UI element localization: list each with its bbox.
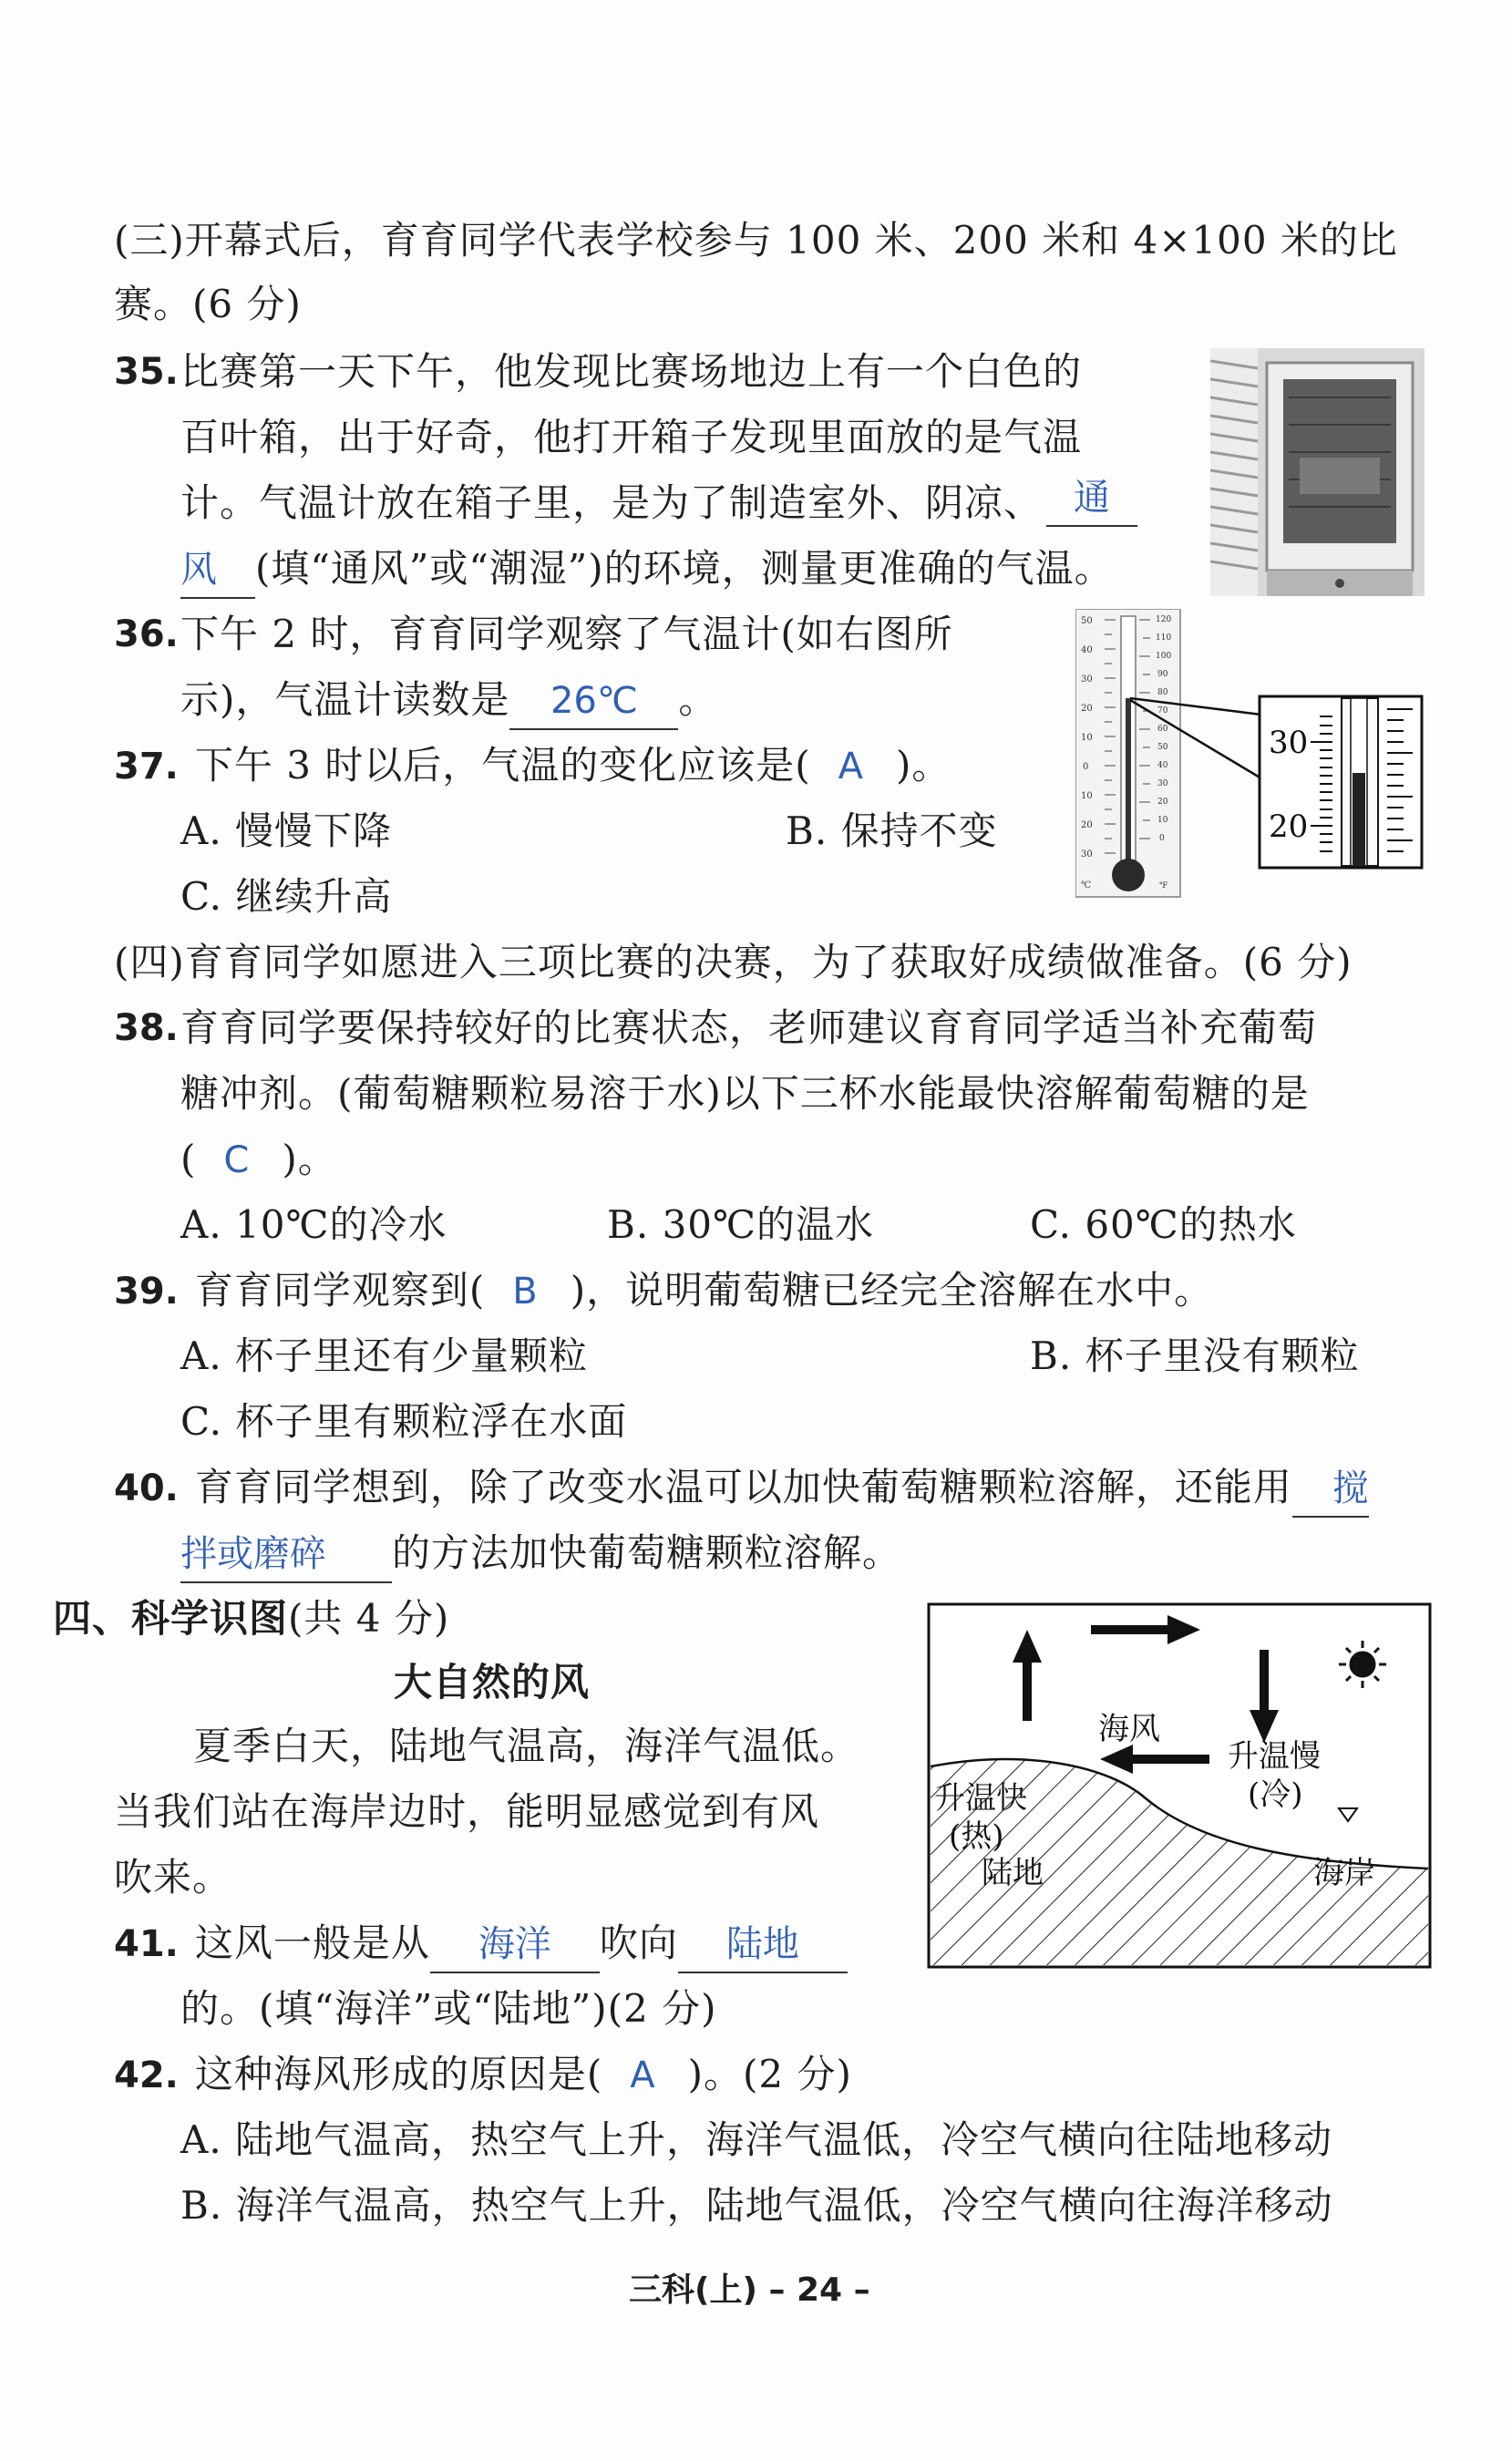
question-39-option-c: C. 杯子里有颗粒浮在水面	[180, 1399, 628, 1444]
svg-text:50: 50	[1081, 616, 1093, 626]
svg-text:10: 10	[1081, 791, 1093, 801]
section-4-intro: (四)育育同学如愿进入三项比赛的决赛，为了获取好成绩做准备。(6 分)	[114, 940, 1353, 984]
question-35-number: 35.	[114, 351, 179, 393]
passage-title: 大自然的风	[394, 1660, 591, 1704]
svg-text:10: 10	[1157, 816, 1168, 825]
question-37-number: 37.	[114, 746, 179, 788]
question-36-answer: 26℃	[550, 680, 638, 722]
thermometer-in-box	[1300, 458, 1380, 494]
question-37-stem	[114, 740, 951, 792]
part-4-heading-bold: 四、科学识图	[53, 1596, 289, 1641]
question-39-option-a: A. 杯子里还有少量颗粒	[180, 1333, 589, 1378]
question-41-answer-1: 海洋	[478, 1923, 551, 1965]
question-38-answer: C	[223, 1139, 250, 1181]
question-39-answer: B	[512, 1271, 538, 1313]
svg-text:110: 110	[1156, 633, 1172, 643]
svg-text:30: 30	[1081, 850, 1093, 860]
land-label: 陆地	[982, 1855, 1044, 1891]
question-42-option-b: B. 海洋气温高，热空气上升，陆地气温低，冷空气横向往海洋移动	[180, 2183, 1333, 2228]
question-40-answer-part1: 搅	[1332, 1467, 1369, 1509]
svg-text:120: 120	[1156, 615, 1172, 624]
svg-text:℉: ℉	[1159, 881, 1168, 891]
svg-text:0: 0	[1159, 834, 1165, 843]
question-35-line4	[180, 543, 1114, 599]
question-38-option-a: A. 10℃的冷水	[180, 1202, 447, 1247]
question-36-line2-a: 示)，气温计读数是	[180, 677, 510, 722]
zoom-label-30: 30	[1269, 725, 1309, 761]
warm-slow-label: 升温慢	[1228, 1738, 1321, 1775]
hot-label: (热)	[949, 1818, 1004, 1855]
question-42-option-a: A. 陆地气温高，热空气上升，海洋气温低，冷空气横向往陆地移动	[180, 2117, 1333, 2162]
zoom-liquid-column	[1353, 773, 1365, 866]
svg-text:30: 30	[1081, 674, 1093, 685]
section-3-intro-line1: (三)开幕式后，育育同学代表学校参与 100 米、200 米和 4×100 米的比	[114, 218, 1398, 263]
coast-label: 海岸	[1313, 1855, 1375, 1891]
svg-text:70: 70	[1157, 706, 1168, 716]
question-38-paren-open: (	[180, 1137, 197, 1181]
question-42-stem	[114, 2049, 852, 2101]
question-42-stem-a: 这种海风形成的原因是(	[194, 2052, 603, 2096]
cold-label: (冷)	[1248, 1776, 1303, 1813]
page-footer: 三科(上) – 24 –	[629, 2271, 870, 2309]
question-35-blank-part1	[1046, 478, 1137, 527]
svg-text:℃: ℃	[1081, 880, 1092, 891]
question-42-number: 42.	[114, 2054, 179, 2096]
question-38-option-b: B. 30℃的温水	[607, 1202, 874, 1247]
sea-breeze-label: 海风	[1098, 1711, 1160, 1747]
svg-text:90: 90	[1157, 670, 1168, 679]
question-39-option-b: B. 杯子里没有颗粒	[1030, 1333, 1360, 1378]
louvered-box-photo	[1210, 348, 1425, 596]
question-37-option-a: A. 慢慢下降	[180, 808, 393, 853]
question-40-line2-rest: 的方法加快葡萄糖颗粒溶解。	[392, 1530, 902, 1575]
question-37-stem-a: 下午 3 时以后，气温的变化应该是(	[194, 743, 811, 788]
question-38-option-c: C. 60℃的热水	[1030, 1202, 1297, 1247]
zoom-label-20: 20	[1269, 808, 1309, 845]
svg-text:40: 40	[1081, 645, 1093, 655]
question-41-stem-a: 这风一般是从	[194, 1920, 430, 1965]
question-36-number: 36.	[114, 613, 179, 655]
warm-fast-label: 升温快	[934, 1780, 1027, 1817]
question-38-line2: 糖冲剂。(葡萄糖颗粒易溶于水)以下三杯水能最快溶解葡萄糖的是	[180, 1071, 1310, 1116]
question-38-line1: 育育同学要保持较好的比赛状态，老师建议育育同学适当补充葡萄	[180, 1005, 1318, 1050]
question-40-line1	[114, 1462, 1369, 1518]
svg-text:20: 20	[1081, 704, 1093, 714]
question-35-line3: 计。气温计放在箱子里，是为了制造室外、阴凉、	[180, 480, 1044, 525]
svg-text:30: 30	[1157, 779, 1168, 788]
question-35-line2: 百叶箱，出于好奇，他打开箱子发现里面放的是气温	[180, 415, 1083, 459]
question-37-option-b: B. 保持不变	[786, 808, 998, 853]
question-41-line2: 的。(填“海洋”或“陆地”)(2 分)	[180, 1986, 717, 2031]
thermometer-bulb	[1112, 859, 1145, 891]
question-35-answer-part1: 通	[1074, 477, 1110, 519]
passage-line2: 当我们站在海岸边时，能明显感觉到有风	[114, 1789, 820, 1834]
part-4-heading-rest: (共 4 分)	[288, 1596, 450, 1641]
svg-text:40: 40	[1157, 761, 1168, 770]
sea-breeze-diagram	[927, 1602, 1432, 1969]
question-39-stem	[114, 1265, 1213, 1317]
svg-text:50: 50	[1157, 743, 1168, 752]
svg-text:100: 100	[1156, 652, 1172, 661]
question-38-paren-close: )。	[282, 1137, 337, 1181]
question-36-line1: 下午 2 时，育育同学观察了气温计(如右图所	[180, 612, 953, 656]
question-40-line2	[180, 1528, 901, 1583]
question-35-line4-rest: (填“通风”或“潮湿”)的环境，测量更准确的气温。	[255, 546, 1114, 591]
section-3-intro-line2: 赛。(6 分)	[114, 282, 302, 326]
question-41-stem-b: 吹向	[599, 1920, 678, 1965]
svg-text:60: 60	[1157, 725, 1168, 734]
question-39-stem-b: )，说明葡萄糖已经完全溶解在水中。	[570, 1268, 1214, 1313]
question-39-number: 39.	[114, 1271, 179, 1313]
question-37-answer: A	[838, 746, 864, 788]
question-35-answer-part2: 风	[180, 549, 217, 591]
passage-line1: 夏季白天，陆地气温高，海洋气温低。	[193, 1724, 860, 1768]
svg-text:0: 0	[1083, 762, 1089, 772]
question-36-line2	[180, 674, 717, 730]
question-41-answer-2: 陆地	[725, 1923, 799, 1965]
passage-line3: 吹来。	[114, 1855, 232, 1900]
question-42-stem-b: )。(2 分)	[687, 2052, 852, 2096]
svg-text:80: 80	[1157, 688, 1168, 697]
question-38-number: 38.	[114, 1007, 179, 1049]
question-37-option-c: C. 继续升高	[180, 874, 393, 919]
question-42-answer: A	[630, 2054, 655, 2096]
svg-text:20: 20	[1081, 820, 1093, 830]
svg-text:10: 10	[1081, 733, 1093, 743]
question-41-number: 41.	[114, 1923, 179, 1965]
part-4-heading	[53, 1593, 449, 1644]
question-36-line2-b: 。	[678, 677, 718, 722]
question-41-line1	[114, 1918, 848, 1973]
question-37-stem-b: )。	[896, 743, 951, 788]
question-35-line1: 比赛第一天下午，他发现比赛场地边上有一个白色的	[180, 349, 1083, 394]
question-40-answer-part2: 拌或磨碎	[180, 1533, 326, 1575]
thermometer-figure	[1075, 609, 1426, 899]
thermometer-liquid	[1126, 698, 1131, 862]
question-39-stem-a: 育育同学观察到(	[194, 1268, 486, 1313]
question-40-line1-text: 育育同学想到，除了改变水温可以加快葡萄糖颗粒溶解，还能用	[194, 1465, 1292, 1509]
svg-text:20: 20	[1157, 798, 1168, 807]
question-40-number: 40.	[114, 1467, 179, 1509]
question-38-line3	[180, 1134, 337, 1185]
